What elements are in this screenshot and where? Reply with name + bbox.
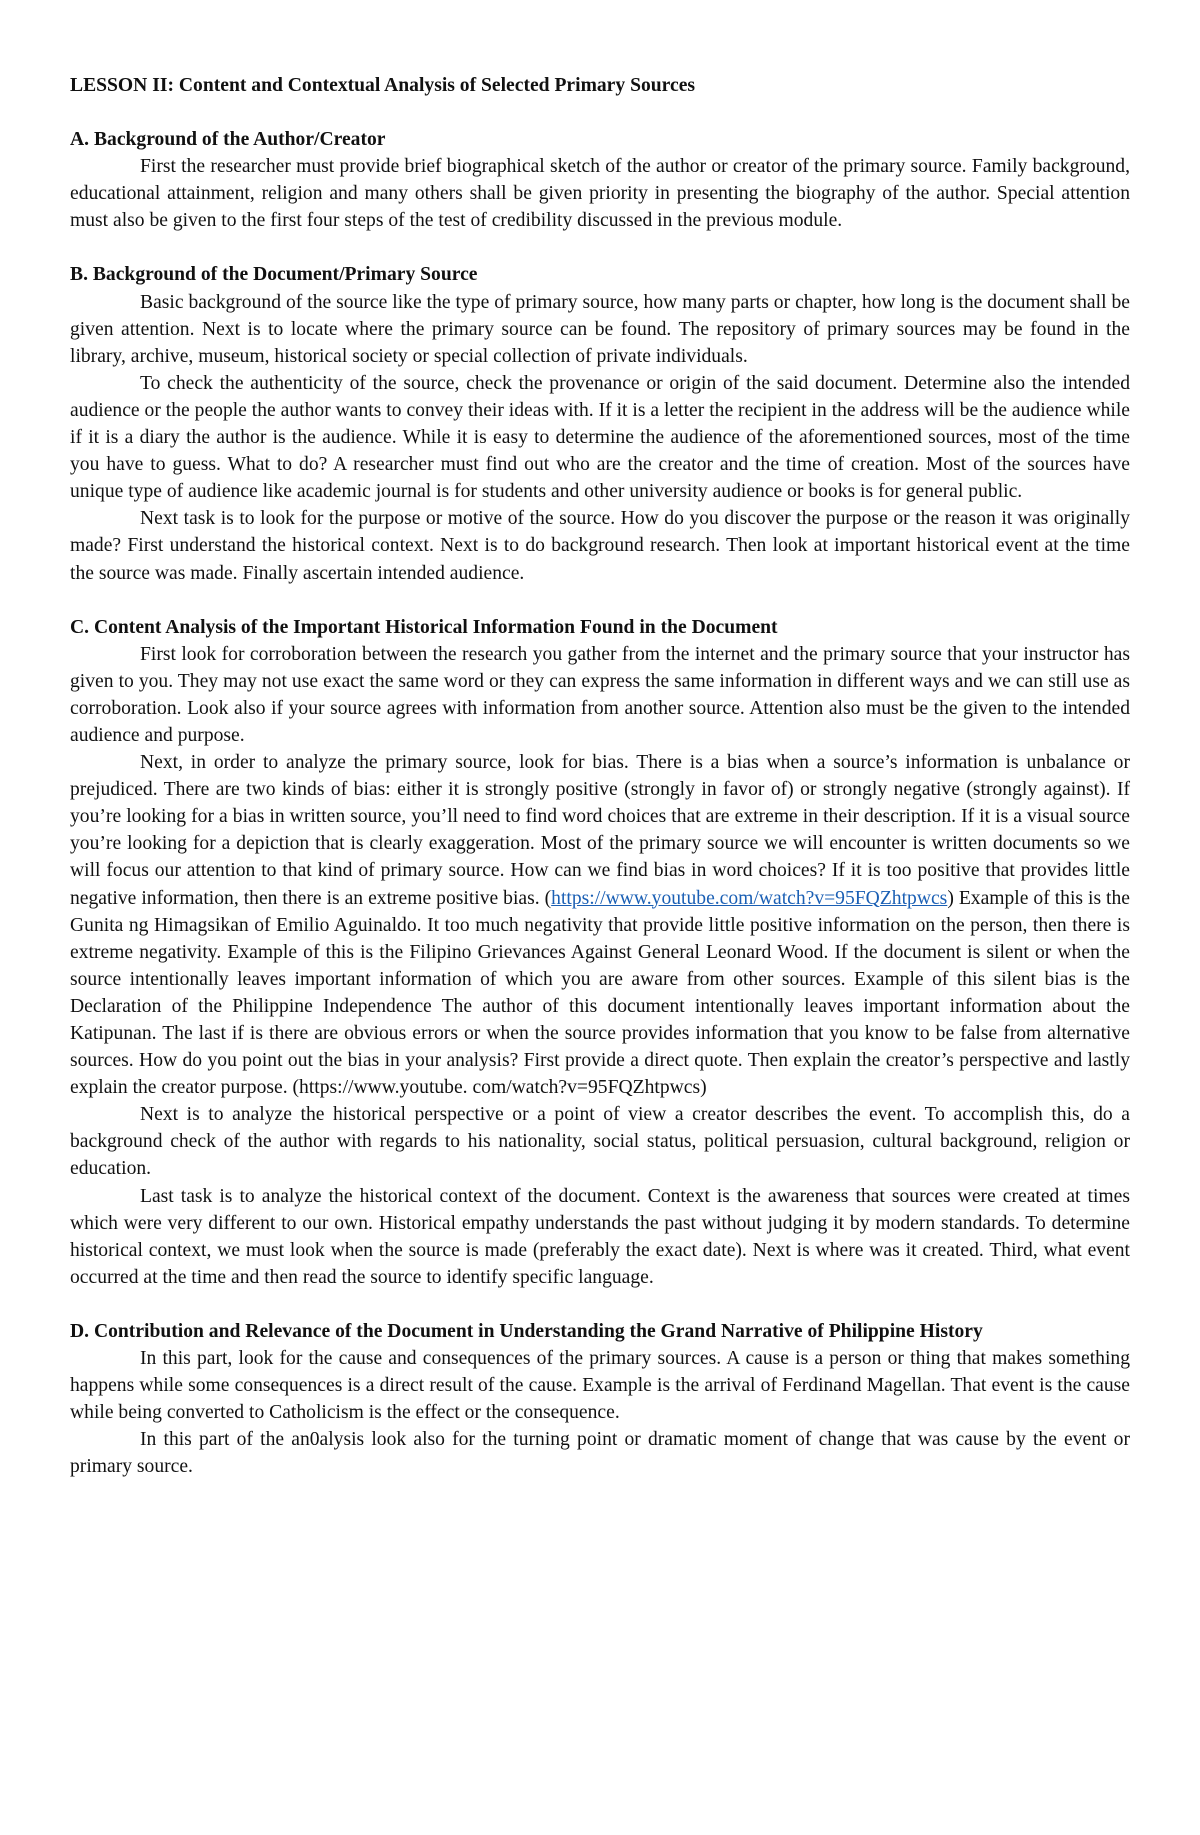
paragraph: In this part of the an0alysis look also for the turning point or dramatic moment of change that was cause by the event or primary source. — [70, 1429, 1130, 1478]
section-c — [70, 614, 1130, 1291]
paragraph: To check the authenticity of the source, check the provenance or origin of the said document. Determine also the intended audience or the people the author wants to convey their ideas with. If it is a letter the recipient in the address will be the audience while if it is a diary the author is the audience. While it is easy to determine the audience of the aforementioned sources, most of the time you have to guess. What to do? A researcher must find out who are the creator and the time of creation. Most of the sources have unique type of audience like academic journal is for students and other university audience or books is for general public. — [70, 372, 1130, 503]
section-heading: A. Background of the Author/Creator — [70, 129, 386, 151]
paragraph: Next task is to look for the purpose or motive of the source. How do you discover the purpose or the reason it was originally made? First understand the historical context. Next is to do background research. Then look at important historical event at the time the source was made. Finally ascertain intended audience. — [70, 508, 1130, 584]
lesson-title: LESSON II: Content and Contextual Analysis of Selected Primary Sources — [70, 75, 696, 96]
paragraph-text: Next, in order to analyze the primary source, look for bias. There is a bias when a source’s information is unbalance or prejudiced. There are two kinds of bias: either it is strongly positive (strongly in favor of) or strongly negative (strongly against). If you’re looking for a bias in written source, you’ll need to find word choices that are extreme in their description. If it is a visual source you’re looking for a depiction that is clearly exaggeration. Most of the primary source we will encounter is written documents so we will focus our attention to that kind of primary source. How can we find bias in word choices? If it is too positive that provides little negative information, then there is an extreme positive bias. ( — [70, 752, 1130, 909]
paragraph: Next is to analyze the historical perspective or a point of view a creator describes the event. To accomplish this, do a background check of the author with regards to his nationality, social status, political persuasion, cultural background, religion or education. — [70, 1104, 1130, 1180]
paragraph-bias — [70, 749, 1130, 1101]
paragraph: Last task is to analyze the historical context of the document. Context is the awareness that sources were created at times which were very different to our own. Historical empathy understands the past without judging it by modern standards. To determine historical context, we must look when the source is made (preferably the exact date). Next is where was it created. Third, what event occurred at the time and then read the source to identify specific language. — [70, 1185, 1130, 1288]
section-a — [70, 126, 1130, 234]
paragraph: In this part, look for the cause and consequences of the primary sources. A cause is a person or thing that makes something happens while some consequences is a direct result of the cause. Example is the arrival of Ferdinand Magellan. That event is the cause while being converted to Catholicism is the effect or the consequence. — [70, 1348, 1130, 1424]
paragraph: First the researcher must provide brief biographical sketch of the author or creator of the primary source. Family background, educational attainment, religion and many others shall be given priority in presenting the biography of the author. Special attention must also be given to the first four steps of the test of credibility discussed in the previous module. — [70, 156, 1130, 232]
section-heading: B. Background of the Document/Primary Source — [70, 264, 478, 286]
section-heading: C. Content Analysis of the Important Historical Information Found in the Document — [70, 616, 778, 638]
section-d — [70, 1318, 1130, 1481]
paragraph-text: ) Example of this is the Gunita ng Himagsikan of Emilio Aguinaldo. It too much negativity that provide little positive information on the person, then there is extreme negativity. Example of this is the Filipino Grievances Against General Leonard Wood. If the document is silent or when the source intentionally leaves important information of which you are aware from other sources. Example of this silent bias is the Declaration of the Philippine Independence The author of this document intentionally leaves important information about the Katipunan. The last if is there are obvious errors or when the source provides information that you know to be false from alternative sources. How do you point out the bias in your analysis? First provide a direct quote. Then explain the creator’s perspective and lastly explain the creator purpose. (https://www.youtube. com/watch?v=95FQZhtpwcs) — [70, 887, 1130, 1099]
youtube-link[interactable]: https://www.youtube.com/watch?v=95FQZhtpwcs — [551, 887, 948, 909]
paragraph: Basic background of the source like the type of primary source, how many parts or chapter, how long is the document shall be given attention. Next is to locate where the primary source can be found. The repository of primary sources may be found in the library, archive, museum, historical society or special collection of private individuals. — [70, 291, 1130, 367]
section-heading: D. Contribution and Relevance of the Document in Understanding the Grand Narrative of Philippine History — [70, 1320, 983, 1342]
paragraph: First look for corroboration between the research you gather from the internet and the primary source that your instructor has given to you. They may not use exact the same word or they can express the same information in different ways and we can still use as corroboration. Look also if your source agrees with information from another source. Attention also must be the given to the intended audience and purpose. — [70, 643, 1130, 746]
section-b — [70, 261, 1130, 586]
document-page — [70, 72, 1130, 1508]
